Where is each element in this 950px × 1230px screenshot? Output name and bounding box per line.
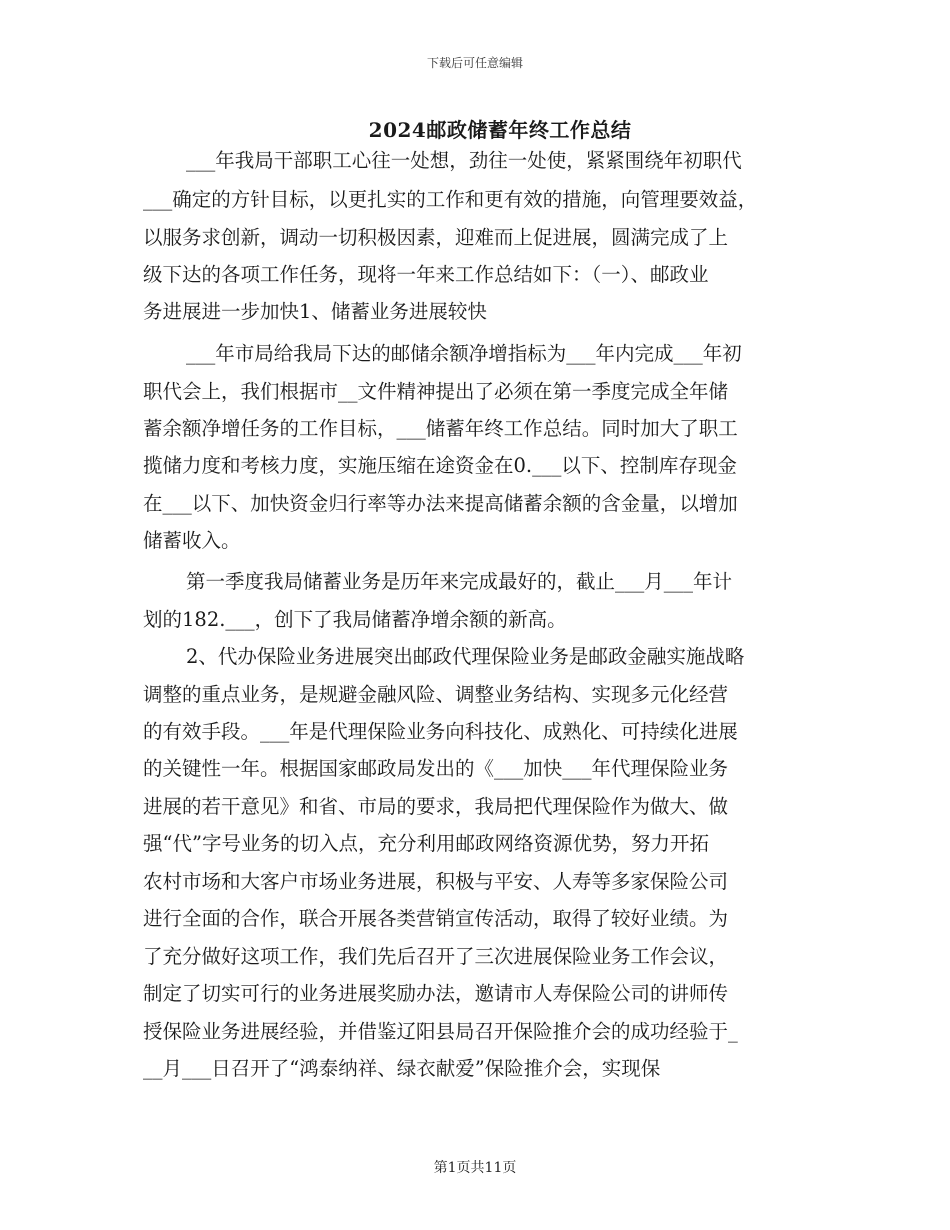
body-line: 授保险业务进展经验，并借鉴辽阳县局召开保险推介会的成功经验于_ bbox=[143, 1020, 738, 1043]
body-line: 进展的若干意见》和省、市局的要求，我局把代理保险作为做大、做 bbox=[143, 795, 729, 818]
body-line: 揽储力度和考核力度，实施压缩在途资金在0.___以下、控制库存现金 bbox=[143, 454, 737, 477]
body-line: 强“代”字号业务的切入点，充分利用邮政网络资源优势，努力开拓 bbox=[143, 832, 709, 855]
body-line: 储蓄收入。 bbox=[143, 529, 241, 552]
body-line: 的关键性一年。根据国家邮政局发出的《___加快___年代理保险业务 bbox=[143, 757, 729, 780]
body-line: 第一季度我局储蓄业务是历年来完成最好的，截止___月___年计 bbox=[186, 570, 733, 593]
body-line: 在___以下、加快资金归行率等办法来提高储蓄余额的含金量，以增加 bbox=[143, 492, 738, 515]
body-line: 了充分做好这项工作，我们先后召开了三次进展保险业务工作会议， bbox=[143, 945, 729, 968]
body-line: 的有效手段。___年是代理保险业务向科技化、成熟化、可持续化进展 bbox=[143, 720, 738, 743]
page-header: 下载后可任意编辑 bbox=[426, 56, 523, 70]
body-line: ___年我局干部职工心往一处想，劲往一处使，紧紧围绕年初职代 bbox=[186, 149, 742, 172]
body-line: 农村市场和大客户市场业务进展，积极与平安、人寿等多家保险公司 bbox=[143, 870, 729, 893]
body-line: ___年市局给我局下达的邮储余额净增指标为___年内完成___年初 bbox=[186, 342, 742, 365]
body-line: 以服务求创新，调动一切积极因素，迎难而上促进展，圆满完成了上 bbox=[143, 226, 729, 249]
body-line: 划的182.___，创下了我局储蓄净增余额的新高。 bbox=[143, 608, 567, 631]
document-title: 2024邮政储蓄年终工作总结 bbox=[368, 118, 632, 142]
body-line: ___确定的方针目标，以更扎实的工作和更有效的措施，向管理要效益， bbox=[143, 188, 758, 211]
body-line: 级下达的各项工作任务，现将一年来工作总结如下：（一）、邮政业 bbox=[143, 263, 709, 286]
body-line: 制定了切实可行的业务进展奖励办法，邀请市人寿保险公司的讲师传 bbox=[143, 982, 729, 1005]
page-footer: 第1页共11页 bbox=[433, 1160, 517, 1176]
body-line: 职代会上，我们根据市__文件精神提出了必须在第一季度完成全年储 bbox=[143, 380, 729, 403]
body-line: 进行全面的合作，联合开展各类营销宣传活动，取得了较好业绩。为 bbox=[143, 907, 729, 930]
body-line: 2、代办保险业务进展突出邮政代理保险业务是邮政金融实施战略 bbox=[186, 645, 745, 668]
body-line: 务进展进一步加快1、储蓄业务进展较快 bbox=[143, 300, 487, 323]
body-line: 调整的重点业务，是规避金融风险、调整业务结构、实现多元化经营 bbox=[143, 683, 729, 706]
body-line: 蓄余额净增任务的工作目标，___储蓄年终工作总结。同时加大了职工 bbox=[143, 417, 738, 440]
body-line: __月___日召开了“鸿泰纳祥、绿衣献爱”保险推介会，实现保 bbox=[143, 1057, 661, 1080]
